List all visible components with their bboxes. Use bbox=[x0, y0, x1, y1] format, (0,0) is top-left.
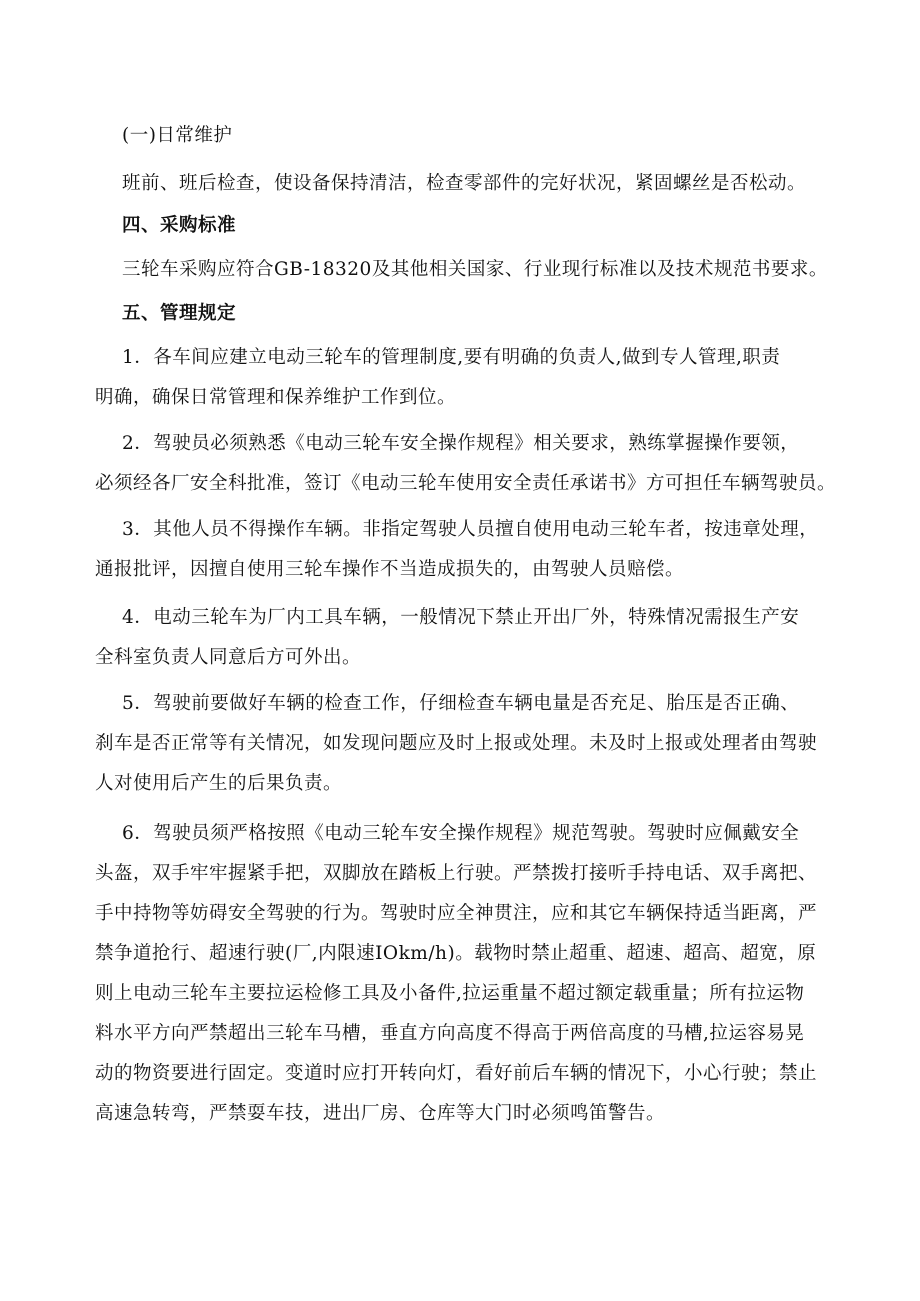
rule-line: 全科室负责人同意后方可外出。 bbox=[95, 647, 362, 668]
rule-line: 2．驾驶员必须熟悉《电动三轮车安全操作规程》相关要求，熟练掌握操作要领， bbox=[122, 433, 800, 454]
paragraph-daily-maintenance bbox=[122, 164, 848, 204]
rule-line: 人对使用后产生的后果负责。 bbox=[95, 773, 343, 794]
rule-item-3 bbox=[95, 510, 848, 590]
paragraph-line: 三轮车采购应符合GB-18320及其他相关国家、行业现行标准以及技术规范书要求。 bbox=[122, 259, 828, 280]
rule-line: 动的物资要进行固定。变道时应打开转向灯，看好前后车辆的情况下，小心行驶；禁止 bbox=[95, 1063, 818, 1084]
rule-item-5 bbox=[95, 684, 848, 804]
subheading-line: (一)日常维护 bbox=[122, 125, 233, 146]
rule-line: 1．各车间应建立电动三轮车的管理制度,要有明确的负责人,做到专人管理,职责 bbox=[122, 347, 781, 368]
heading-purchase-standard bbox=[122, 206, 848, 246]
rule-line: 高速急转弯，严禁耍车技，进出厂房、仓库等大门时必须鸣笛警告。 bbox=[95, 1103, 666, 1124]
subheading-daily-maintenance bbox=[122, 116, 848, 156]
rule-line: 5．驾驶前要做好车辆的检查工作，仔细检查车辆电量是否充足、胎压是否正确、 bbox=[122, 693, 800, 714]
rule-line: 6．驾驶员须严格按照《电动三轮车安全操作规程》规范驾驶。驾驶时应佩戴安全 bbox=[122, 823, 800, 844]
paragraph-line: 班前、班后检查，使设备保持清洁，检查零部件的完好状况，紧固螺丝是否松动。 bbox=[122, 173, 807, 194]
rule-line: 料水平方向严禁超出三轮车马槽，垂直方向高度不得高于两倍高度的马槽,拉运容易晃 bbox=[95, 1023, 805, 1044]
rule-line: 通报批评，因擅自使用三轮车操作不当造成损失的，由驾驶人员赔偿。 bbox=[95, 559, 685, 580]
rule-item-2 bbox=[95, 424, 848, 504]
rule-line: 必须经各厂安全科批准，签订《电动三轮车使用安全责任承诺书》方可担任车辆驾驶员。 bbox=[95, 473, 837, 494]
paragraph-purchase-standard bbox=[122, 250, 848, 290]
rule-item-1 bbox=[95, 338, 848, 418]
heading-management-rules bbox=[122, 294, 848, 334]
rule-line: 头盔，双手牢牢握紧手把，双脚放在踏板上行驶。严禁拨打接听手持电话、双手离把、 bbox=[95, 863, 818, 884]
rule-line: 刹车是否正常等有关情况，如发现问题应及时上报或处理。未及时上报或处理者由驾驶 bbox=[95, 733, 818, 754]
rule-line: 手中持物等妨碍安全驾驶的行为。驾驶时应全神贯注，应和其它车辆保持适当距离，严 bbox=[95, 903, 818, 924]
rule-item-4 bbox=[95, 598, 848, 678]
heading-line: 五、管理规定 bbox=[122, 303, 237, 324]
rule-item-6 bbox=[95, 814, 848, 1134]
rule-line: 禁争道抢行、超速行驶(厂,内限速IOkm/h)。载物时禁止超重、超速、超高、超宽，原 bbox=[95, 943, 817, 964]
rule-line: 4．电动三轮车为厂内工具车辆，一般情况下禁止开出厂外，特殊情况需报生产安 bbox=[122, 607, 800, 628]
rule-line: 3．其他人员不得操作车辆。非指定驾驶人员擅自使用电动三轮车者，按违章处理， bbox=[122, 519, 819, 540]
rule-line: 明确，确保日常管理和保养维护工作到位。 bbox=[95, 387, 457, 408]
heading-line: 四、采购标准 bbox=[122, 215, 237, 236]
rule-line: 则上电动三轮车主要拉运检修工具及小备件,拉运重量不超过额定载重量；所有拉运物 bbox=[95, 983, 805, 1004]
